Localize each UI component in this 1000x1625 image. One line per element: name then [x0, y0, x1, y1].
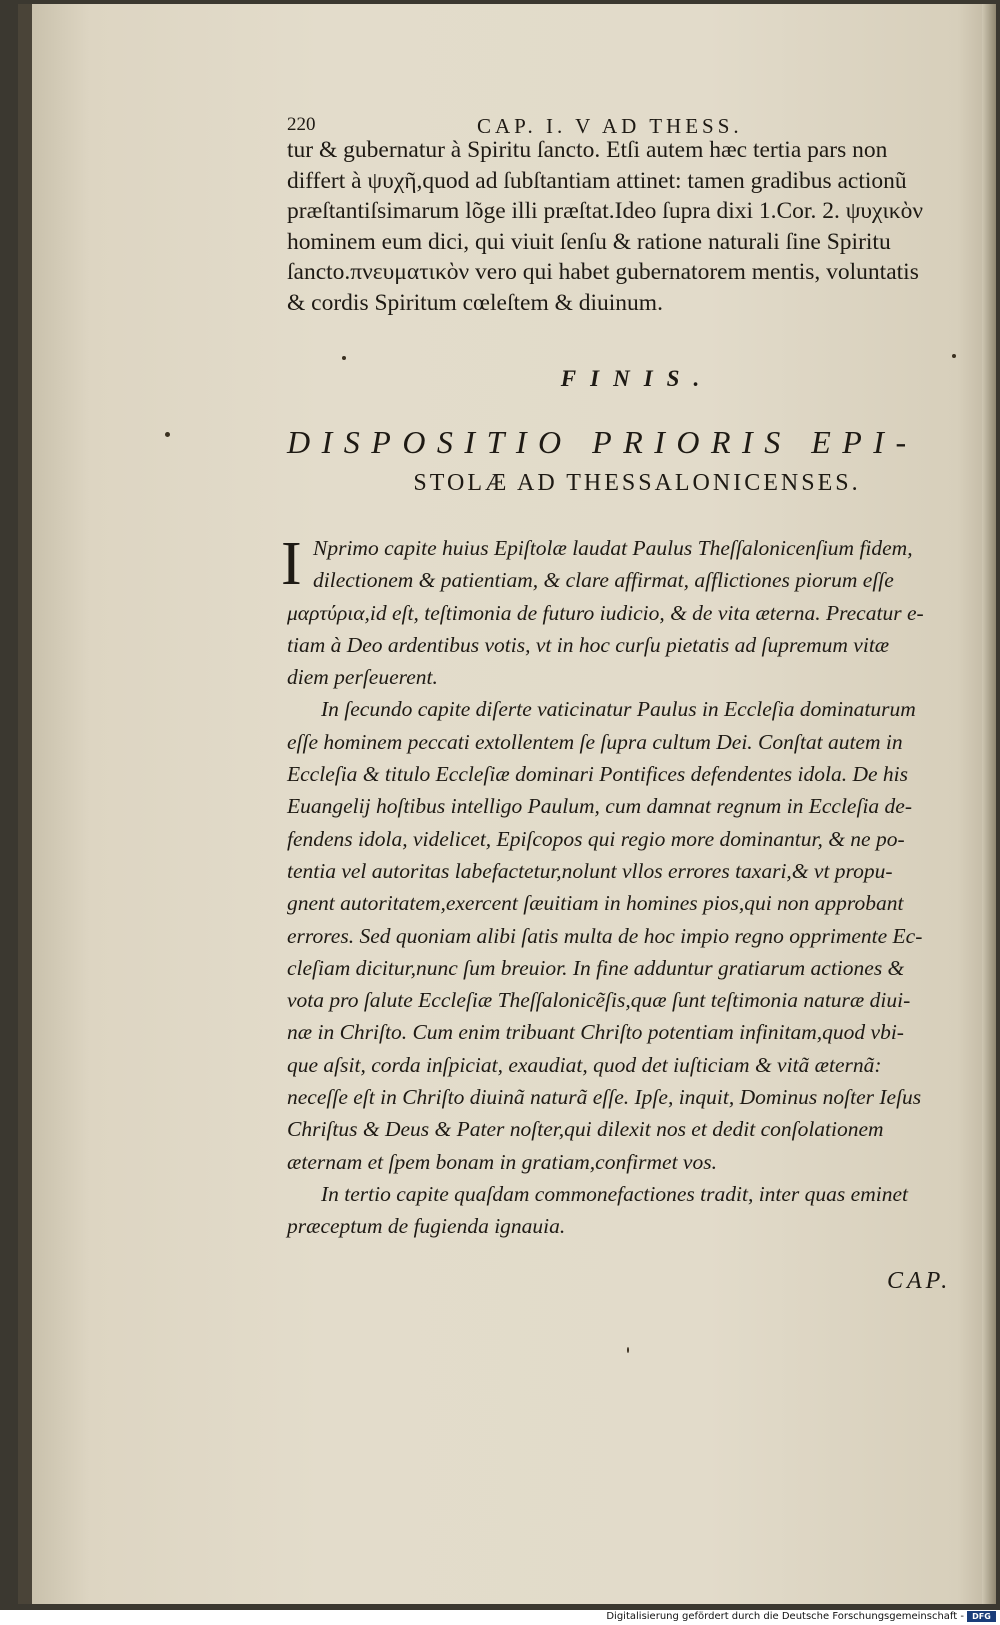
body-text — [281, 530, 1000, 1243]
text-line: dilectionem & patientiam, & clare affirmat, aſflictiones piorum eſſe — [313, 568, 894, 593]
text-line: μαρτύρια,id eſt, teſtimonia de futuro iudicio, & de vita æterna. Precatur e- — [287, 600, 924, 625]
ink-speck — [627, 1347, 629, 1353]
footer-credit: Digitalisierung gefördert durch die Deutsche Forschungsgemeinschaft - — [606, 1611, 964, 1622]
text-line: tur & gubernatur à Spiritu ſancto. Etſi autem hæc tertia pars non — [287, 137, 888, 163]
text-line: fendens idola, videlicet, Epiſcopos qui regio more dominantur, & ne po- — [287, 826, 905, 851]
text-line: hominem eum dici, qui viuit ſenſu & ratione naturali ſine Spiritu — [287, 228, 891, 255]
text-line: tiam à Deo ardentibus votis, vt in hoc curſu pietatis ad ſupremum vitæ — [287, 632, 890, 657]
text-line: præceptum de fugienda ignauia. — [287, 1214, 566, 1239]
text-line: æternam et ſpem bonam in gratiam,confirmet vos. — [287, 1149, 717, 1174]
text-line: Nprimo capite huius Epiſtolæ laudat Paulus Theſſalonicenſium fidem, — [313, 536, 913, 560]
text-line: In tertio capite quaſdam commonefactiones tradit, inter quas eminet — [321, 1181, 908, 1206]
text-line: Eccleſia & titulo Eccleſiæ dominari Pontifices defendentes idola. De his — [287, 762, 908, 787]
ink-speck — [342, 356, 346, 360]
running-title: CAP. I. V AD THESS. — [477, 114, 743, 138]
text-line: gnent autoritatem,exercent ſæuitiam in homines pios,qui non approbant — [287, 891, 904, 916]
section-title-line2: STOLÆ AD THESSALONICENSES. — [413, 470, 861, 496]
text-line: præſtantiſsimarum lõge illi præſtat.Ideo ſupra dixi 1.Cor. 2. ψυχικὸν — [287, 198, 924, 224]
text-line: errores. Sed quoniam alibi ſatis multa de hoc impio regno opprimente Ec- — [287, 923, 923, 948]
text-line: differt à ψυχῆ,quod ad ſubſtantiam attinet: tamen gradibus actionũ — [287, 167, 907, 194]
text-line: que aſsit, corda inſpiciat, exaudiat, quod det iuſticiam & vitã æternã: — [287, 1052, 882, 1077]
drop-cap: I — [281, 530, 302, 598]
ink-speck — [165, 432, 170, 437]
text-line: In ſecundo capite diſerte vaticinatur Paulus in Eccleſia dominaturum — [321, 697, 916, 722]
finis-heading: FINIS. — [560, 366, 714, 391]
text-line: tentia vel autoritas labefactetur,nolunt vllos errores taxari,& vt propu- — [287, 858, 893, 883]
text-line: cleſiam dicitur,nunc ſum breuior. In fine adduntur gratiarum actiones & — [287, 955, 905, 980]
text-line: Chriſtus & Deus & Pater noſter,qui dilexit nos et dedit conſolationem — [287, 1117, 884, 1142]
book-page — [18, 4, 996, 1604]
text-line: næ in Chriſto. Cum enim tribuant Chriſto potentiam infinitam,quod vbi- — [287, 1020, 904, 1045]
text-line: eſſe hominem peccati extollentem ſe ſupra cultum Dei. Conſtat autem in — [287, 729, 903, 754]
digitization-footer — [0, 1610, 1000, 1625]
text-line: ſancto.πνευματικὸν vero qui habet gubernatorem mentis, voluntatis — [287, 259, 919, 285]
text-line: & cordis Spiritum cœleſtem & diuinum. — [287, 289, 663, 316]
text-line: vota pro ſalute Eccleſiæ Theſſalonicẽſis,quæ ſunt teſtimonia naturæ diui- — [287, 988, 911, 1013]
text-line: diem perſeuerent. — [287, 665, 438, 690]
page-number: 220 — [287, 114, 316, 135]
section-title-line1: DISPOSITIO PRIORIS EPI- — [287, 424, 918, 460]
text-line: Euangelij hoſtibus intelligo Paulum, cum damnat regnum in Eccleſia de- — [287, 794, 912, 819]
catchword: CAP. — [887, 1268, 952, 1294]
text-line: neceſſe eſt in Chriſto diuinã naturã eſſe. Ipſe, inquit, Dominus noſter Ieſus — [287, 1085, 922, 1110]
continued-text — [287, 135, 997, 318]
ink-speck — [952, 354, 956, 358]
dfg-logo: DFG — [967, 1611, 996, 1622]
